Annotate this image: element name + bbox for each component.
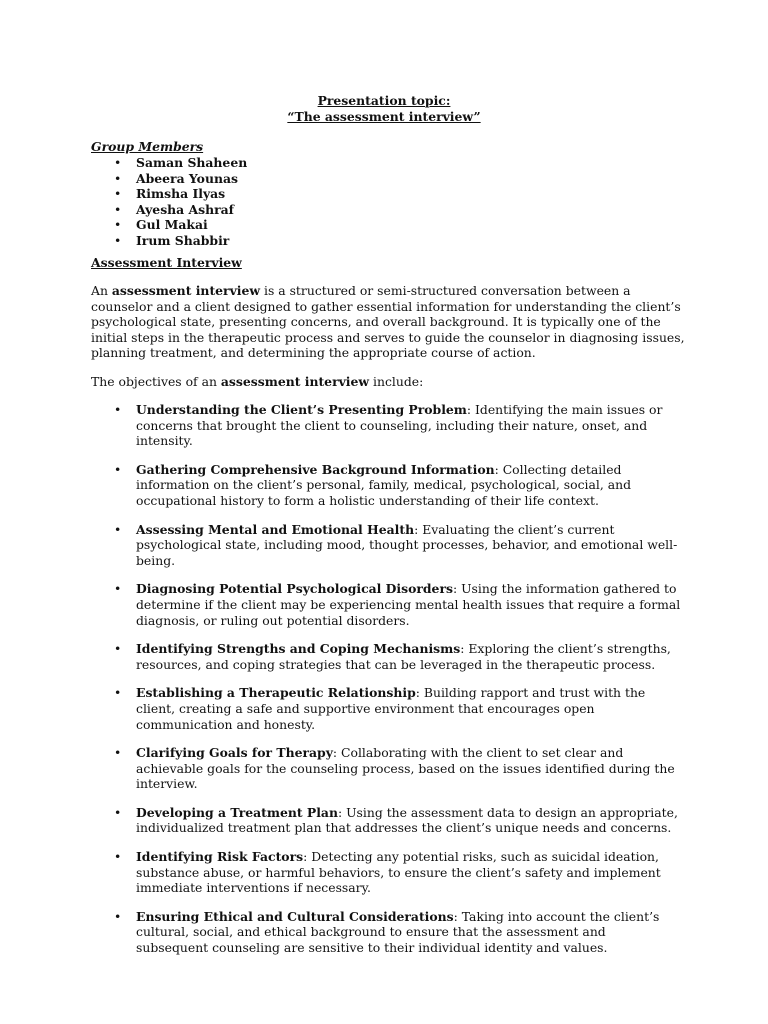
member-item [0, 171, 247, 187]
objective-text: : Taking into account the client’s cultural, social, and ethical background to ensure that the assessment and subsequent counseling are sensitive to their individual identity and values. [136, 908, 660, 956]
intro-paragraph [91, 283, 691, 361]
intro-rest: is a structured or semi-structured conversation between a counselor and a client designed to gather essential information for understanding the client’s psychological state, presenting concerns, and overall background. It is typically one of the initial steps in the therapeutic process and serves to guide the counselor in diagnosing issues, planning treatment, and determining the appropriate course of action. [91, 283, 685, 361]
group-members-heading: Group Members [91, 139, 204, 154]
objective-item [0, 909, 681, 956]
presentation-title [0, 93, 768, 124]
member-name: Gul Makai [136, 217, 208, 233]
group-members-list [0, 155, 247, 249]
bullet: • [114, 217, 122, 233]
bullet: • [114, 908, 122, 924]
objectives-prefix: The objectives of an [91, 374, 221, 389]
objective-title: Diagnosing Potential Psychological Disorders [136, 581, 453, 597]
member-name: Ayesha Ashraf [136, 201, 235, 217]
objective-title: Understanding the Client’s Presenting Problem [136, 402, 467, 417]
bullet: • [114, 685, 122, 701]
objective-text: : Identifying the main issues or concerns that brought the client to counseling, including their nature, onset, and intensity. [136, 402, 663, 449]
objective-title: Establishing a Therapeutic Relationship [136, 685, 416, 701]
bullet: • [114, 849, 122, 865]
objective-title: Ensuring Ethical and Cultural Considerations [136, 908, 454, 924]
objective-title: Clarifying Goals for Therapy [136, 745, 333, 761]
objective-title: Gathering Comprehensive Background Information [136, 461, 495, 477]
bullet: • [114, 461, 122, 477]
objective-text: : Building rapport and trust with the client, creating a safe and supportive environment that encourages open communication and honesty. [136, 685, 646, 732]
objective-item [0, 522, 681, 569]
bullet: • [114, 641, 122, 657]
member-item [0, 217, 247, 233]
objective-text: : Detecting any potential risks, such as suicidal ideation, substance abuse, or harmful behaviors, to ensure the client’s safety and implement immediate interventions if necessary. [136, 849, 661, 896]
objective-title: Developing a Treatment Plan [136, 804, 338, 820]
objective-item [0, 581, 681, 628]
objective-item [0, 805, 681, 836]
member-name: Abeera Younas [136, 170, 238, 186]
objectives-bold: assessment interview [220, 374, 370, 389]
objective-text: : Exploring the client’s strengths, resources, and coping strategies that can be leveraged in the therapeutic process. [136, 641, 671, 672]
bullet: • [114, 232, 122, 248]
title-line-1: Presentation topic: [317, 93, 451, 108]
intro-bold: assessment interview [111, 283, 261, 298]
objective-item [0, 402, 681, 449]
bullet: • [114, 201, 122, 217]
bullet: • [114, 521, 122, 537]
member-name: Irum Shabbir [136, 232, 230, 248]
bullet: • [114, 402, 122, 417]
objective-item [0, 462, 681, 509]
objective-item [0, 849, 681, 896]
objective-text: : Collecting detailed information on the client’s personal, family, medical, psychological, social, and occupational history to form a holistic understanding of their life context. [136, 461, 632, 508]
objective-text: : Using the information gathered to determine if the client may be experiencing mental health issues that require a formal diagnosis, or ruling out potential disorders. [136, 581, 681, 628]
bullet: • [114, 155, 122, 170]
title-line-2: “The assessment interview” [287, 108, 481, 124]
objectives-intro [91, 374, 691, 390]
objective-text: : Evaluating the client’s current psychological state, including mood, thought processes, behavior, and emotional well-being. [136, 521, 678, 568]
bullet: • [114, 581, 122, 597]
objective-item [0, 745, 681, 792]
objectives-suffix: include: [369, 374, 424, 389]
bullet: • [114, 186, 122, 202]
member-item [0, 202, 247, 218]
objective-title: Identifying Strengths and Coping Mechanisms [136, 641, 461, 657]
section-heading: Assessment Interview [91, 255, 242, 270]
member-item [0, 186, 247, 202]
member-item [0, 233, 247, 249]
objective-item [0, 685, 681, 732]
objective-text: : Using the assessment data to design an appropriate, individualized treatment plan that addresses the client’s unique needs and concerns. [136, 804, 678, 836]
bullet: • [114, 170, 122, 186]
member-item [0, 155, 247, 171]
bullet: • [114, 745, 122, 761]
objective-title: Assessing Mental and Emotional Health [136, 521, 415, 537]
member-name: Saman Shaheen [136, 155, 248, 170]
objectives-list [0, 402, 681, 956]
intro-prefix: An [91, 283, 112, 298]
objective-title: Identifying Risk Factors [136, 849, 304, 865]
member-name: Rimsha Ilyas [136, 186, 226, 202]
bullet: • [114, 804, 122, 820]
objective-text: : Collaborating with the client to set clear and achievable goals for the counseling process, based on the issues identified during the interview. [136, 745, 675, 792]
objective-item [0, 641, 681, 672]
